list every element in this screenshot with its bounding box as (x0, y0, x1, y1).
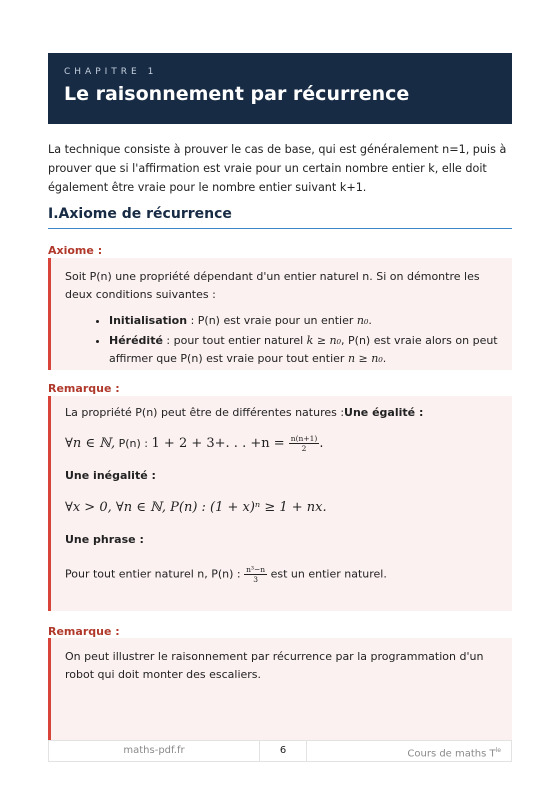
intro-paragraph: La technique consiste à prouver le cas de base, qui est généralement n=1, puis à prouver que si l'affirmation est vraie pour un certain nombre entier k, elle doit également être vraie pour le nombre entier suivant k+1. (48, 143, 507, 194)
remarque-text: La propriété P(n) peut être de différentes natures : (65, 406, 345, 419)
phrase-text-2: est un entier naturel. (270, 567, 387, 581)
chapter-number: CHAPITRE 1 (64, 67, 158, 77)
remarque-label-2: Remarque : (48, 625, 120, 638)
section-title: I.Axiome de récurrence (48, 206, 512, 229)
hered-math-1: k ≥ n₀ (306, 334, 342, 347)
list-item: • Initialisation : P(n) est vraie pour un entier n₀. (109, 312, 498, 330)
phrase-label: Une phrase : (65, 533, 144, 546)
remarque-box-2 (48, 638, 512, 740)
axiome-text: Soit P(n) une propriété dépendant d'un entier naturel n. Si on démontre les deux conditions suivantes : (65, 270, 480, 301)
eq-math-a: ∀n ∈ ℕ, (65, 436, 116, 451)
page-number: 6 (259, 741, 307, 761)
page-title: Le raisonnement par récurrence (64, 83, 410, 105)
init-math: n₀ (356, 314, 369, 327)
axiome-box (48, 258, 512, 370)
hered-text-1: : pour tout entier naturel (162, 334, 307, 347)
eq-text: P(n) : (115, 437, 152, 450)
phrase-sentence (65, 565, 498, 584)
hered-label: Hérédité (109, 334, 163, 347)
hered-math-2: n ≥ n₀ (347, 352, 383, 365)
equality-formula: ∀n ∈ ℕ, P(n) : 1 + 2 + 3+. . . +n = $\frac{n(n+1)}{2}$ . (65, 434, 324, 453)
hered-text-2: , P(n) est vraie alors on peut affirmer que P(n) est vraie pour tout entier (109, 334, 498, 365)
axiome-conditions-list (65, 312, 498, 368)
phrase-fraction: $\frac{\text{n³−n}}{3}$ (246, 565, 266, 584)
footer-course: Cours de maths $T^{le}$ (407, 747, 501, 760)
init-text: : P(n) est vraie pour un entier (187, 314, 357, 327)
page-footer (48, 740, 512, 762)
axiome-label: Axiome : (48, 244, 103, 257)
remarque-2-text: On peut illustrer le raisonnement par récurrence par la programmation d'un robot qui doit monter des escaliers. (65, 650, 484, 681)
init-label: Initialisation (109, 314, 188, 327)
footer-site: maths-pdf.fr (123, 745, 185, 756)
inegalite-label: Une inégalité : (65, 469, 156, 482)
inequality-formula: ∀x > 0, ∀n ∈ ℕ, P(n) : (1 + x)ⁿ ≥ 1 + nx. (65, 500, 327, 515)
phrase-text-1: Pour tout entier naturel n, P(n) : (65, 567, 245, 581)
eq-math-b: 1 + 2 + 3+. . . +n = (151, 436, 285, 451)
list-item: • Hérédité : pour tout entier naturel k ≥ n₀, P(n) est vraie alors on peut affirmer que P(n) est vraie pour tout entier n ≥ n₀. (109, 332, 498, 368)
eq-fraction: $\frac{n(n+1)}{2}$ (290, 434, 318, 453)
remarque-box-1 (48, 396, 512, 611)
egalite-label: Une égalité : (344, 406, 424, 419)
chapter-header (48, 53, 512, 124)
remarque-label-1: Remarque : (48, 382, 120, 395)
